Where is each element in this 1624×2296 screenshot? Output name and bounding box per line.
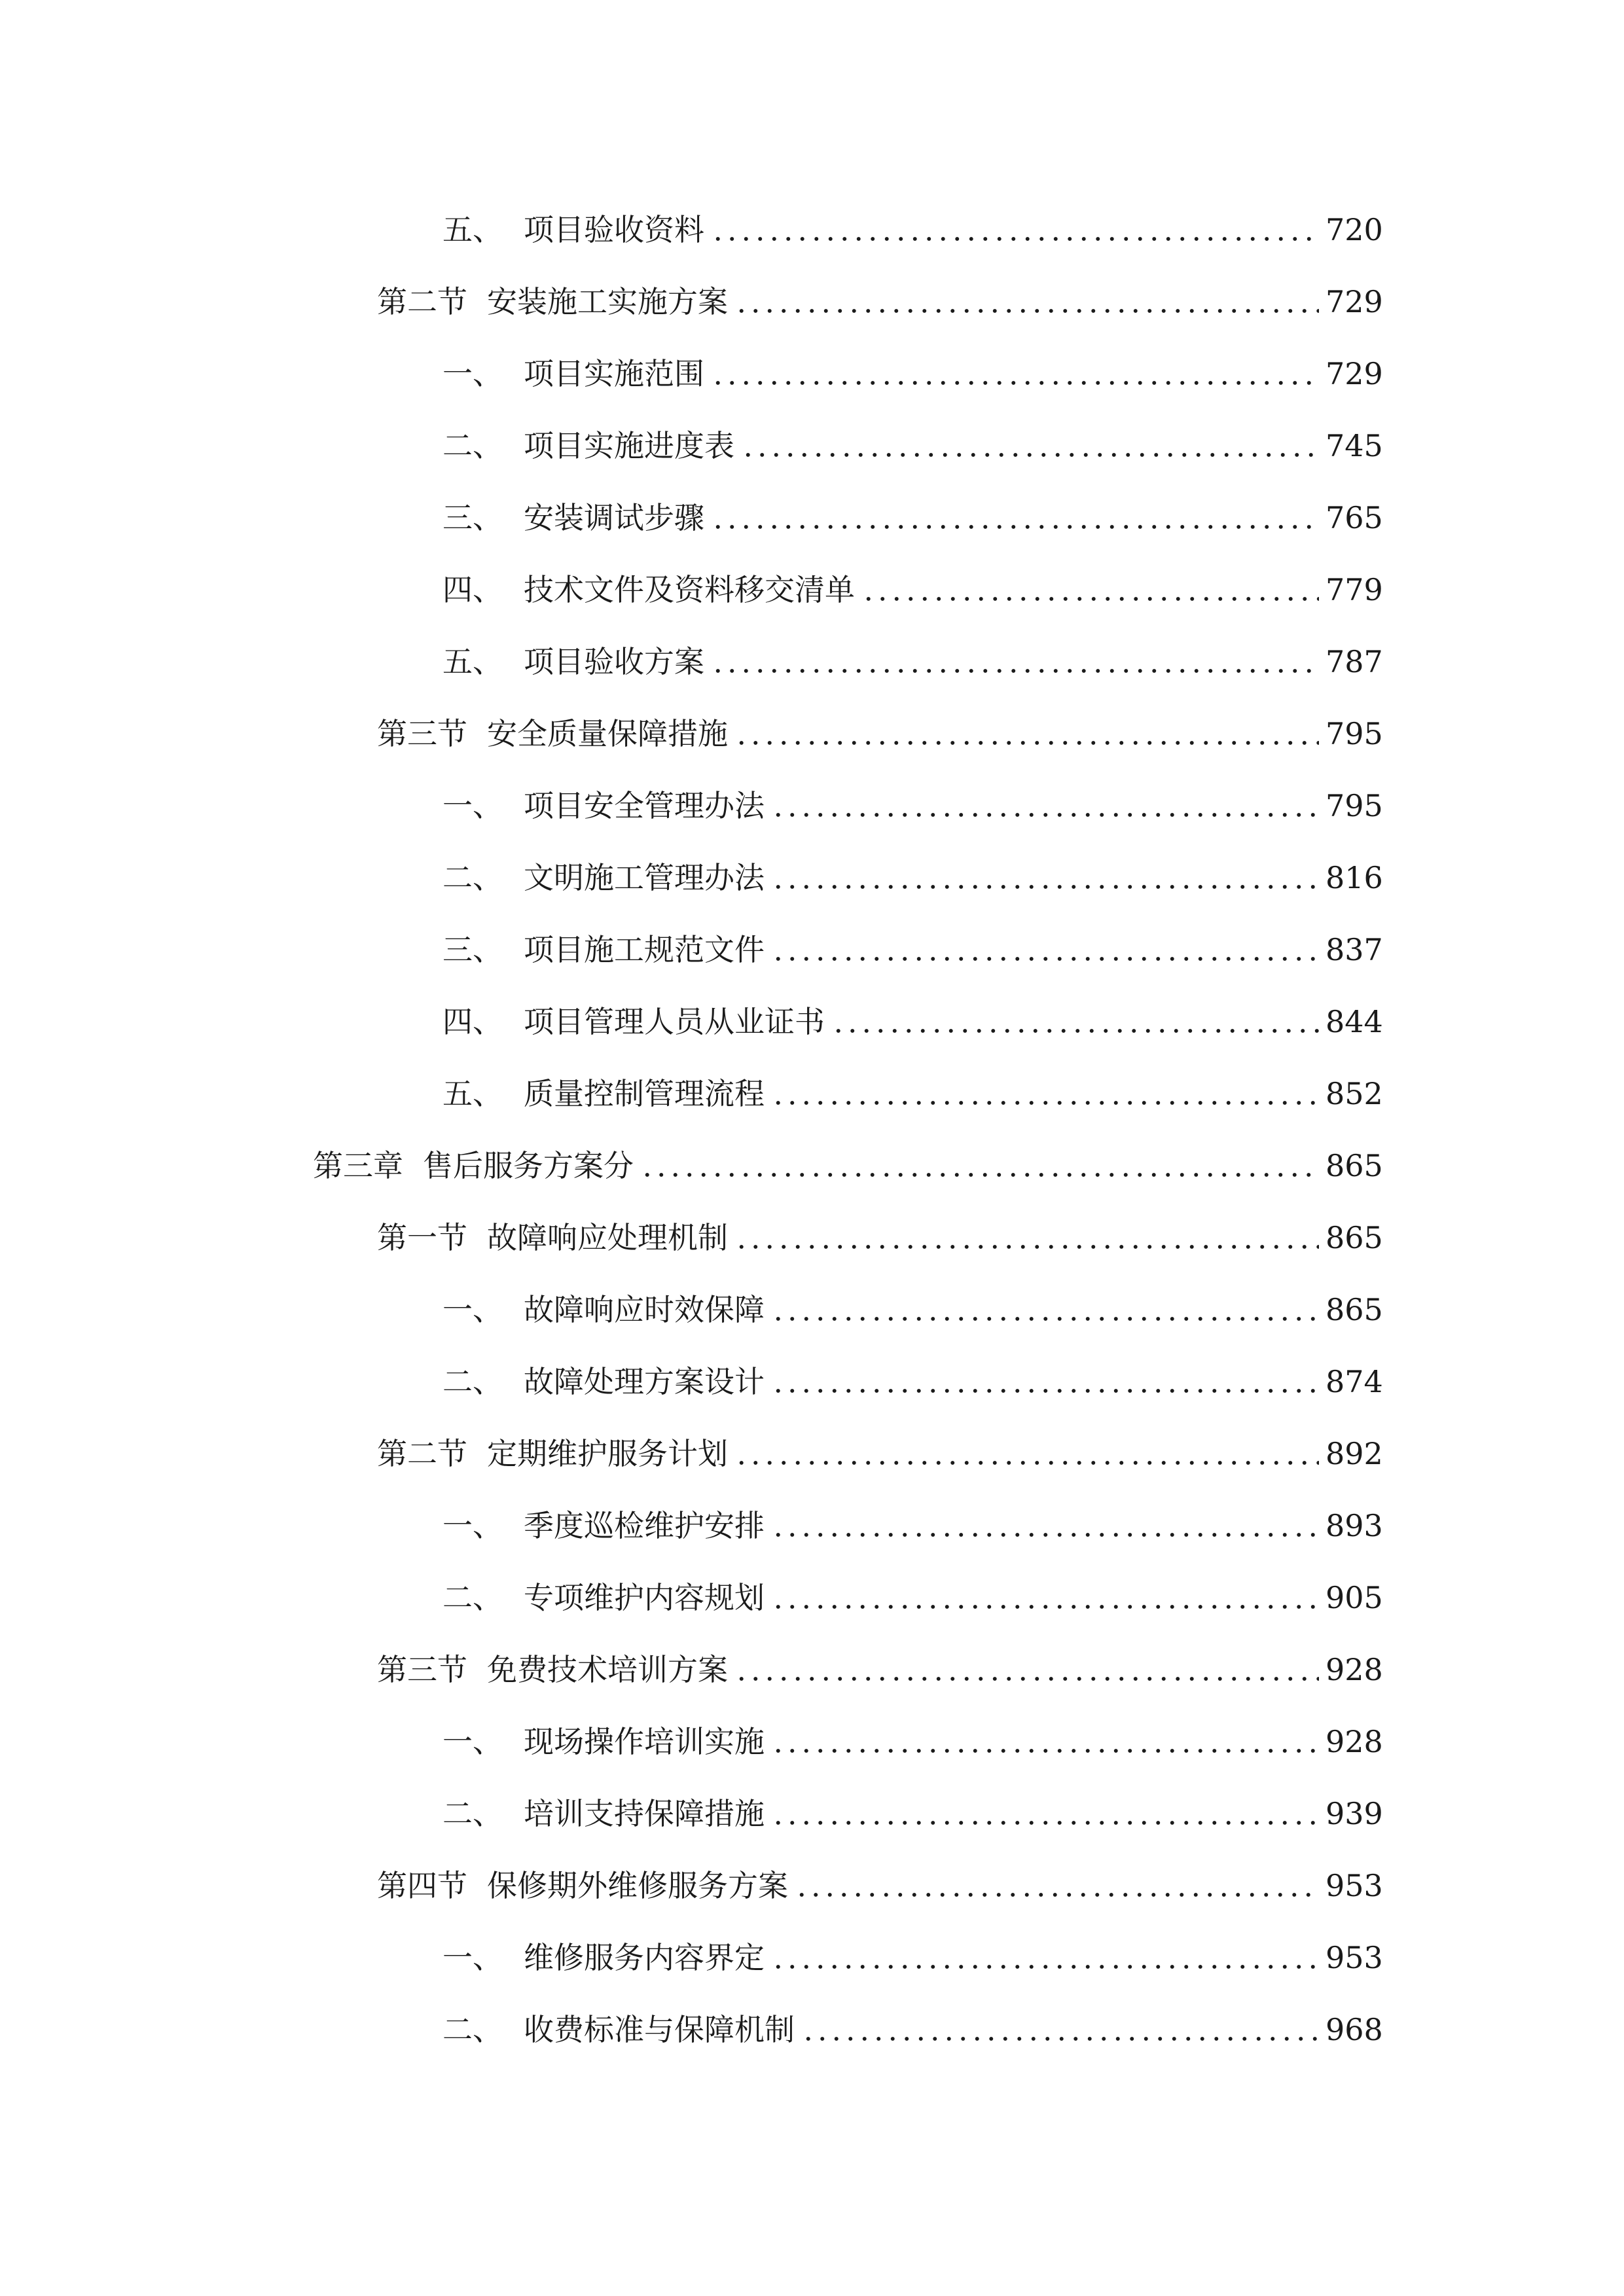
page-number: 874 <box>1326 1364 1383 1399</box>
page-number: 893 <box>1326 1508 1383 1543</box>
entry-number: 二、 <box>442 1580 503 1615</box>
dot-leader <box>831 1028 1319 1033</box>
toc-entry <box>313 1128 1383 1183</box>
dot-leader <box>771 1604 1319 1609</box>
page-number: 745 <box>1326 428 1383 463</box>
entry-title: 安装调试步骤 <box>524 500 704 535</box>
entry-title: 安全质量保障措施 <box>487 716 728 751</box>
toc-entry <box>377 1416 1383 1471</box>
page-number: 787 <box>1326 644 1383 679</box>
entry-title: 项目验收方案 <box>524 644 704 679</box>
toc-entry <box>442 840 1383 895</box>
page-number: 729 <box>1326 356 1383 391</box>
entry-number: 二、 <box>442 2012 503 2047</box>
page-number: 865 <box>1326 1220 1383 1255</box>
entry-number: 第三节 <box>377 716 467 751</box>
entry-number: 一、 <box>442 1724 503 1759</box>
page-number: 968 <box>1326 2012 1383 2047</box>
entry-title: 定期维护服务计划 <box>487 1436 728 1471</box>
entry-title: 项目实施范围 <box>524 356 704 391</box>
page-number: 720 <box>1326 212 1383 247</box>
dot-leader <box>741 452 1319 457</box>
entry-number: 五、 <box>442 212 503 247</box>
toc-entry <box>377 1632 1383 1687</box>
dot-leader <box>771 1316 1319 1321</box>
entry-title: 现场操作培训实施 <box>524 1724 765 1759</box>
toc-entry <box>442 1992 1383 2047</box>
dot-leader <box>771 1532 1319 1537</box>
toc-entry <box>377 696 1383 751</box>
entry-title: 售后服务方案分 <box>423 1148 634 1183</box>
entry-number: 二、 <box>442 1364 503 1399</box>
page-number: 795 <box>1326 716 1383 751</box>
entry-title: 项目安全管理办法 <box>524 788 765 823</box>
page-number: 837 <box>1326 932 1383 967</box>
entry-number: 一、 <box>442 788 503 823</box>
dot-leader <box>861 596 1319 601</box>
dot-leader <box>795 1892 1319 1897</box>
toc-entry <box>442 1488 1383 1543</box>
entry-number: 五、 <box>442 1076 503 1111</box>
entry-number: 五、 <box>442 644 503 679</box>
dot-leader <box>711 380 1319 386</box>
dot-leader <box>640 1172 1319 1177</box>
entry-number: 第三节 <box>377 1652 467 1687</box>
page-number: 852 <box>1326 1076 1383 1111</box>
entry-number: 一、 <box>442 1508 503 1543</box>
dot-leader <box>711 668 1319 673</box>
dot-leader <box>801 2036 1319 2041</box>
entry-title: 季度巡检维护安排 <box>524 1508 765 1543</box>
toc-entry <box>442 1056 1383 1111</box>
entry-title: 故障响应时效保障 <box>524 1292 765 1327</box>
page-number: 953 <box>1326 1940 1383 1975</box>
entry-number: 第二节 <box>377 284 467 319</box>
entry-title: 免费技术培训方案 <box>487 1652 728 1687</box>
toc-entry <box>442 1920 1383 1975</box>
toc-entry <box>442 912 1383 967</box>
dot-leader <box>771 1964 1319 1969</box>
entry-number: 第三章 <box>313 1148 403 1183</box>
toc-entry <box>442 624 1383 679</box>
entry-number: 二、 <box>442 860 503 895</box>
toc-entry <box>442 408 1383 463</box>
dot-leader <box>771 1100 1319 1105</box>
entry-number: 第四节 <box>377 1868 467 1903</box>
toc-entry <box>442 1776 1383 1831</box>
entry-title: 项目验收资料 <box>524 212 704 247</box>
entry-number: 四、 <box>442 1004 503 1039</box>
page-number: 928 <box>1326 1652 1383 1687</box>
entry-number: 一、 <box>442 1940 503 1975</box>
page-number: 765 <box>1326 500 1383 535</box>
toc-entry <box>442 336 1383 391</box>
page-number: 953 <box>1326 1868 1383 1903</box>
entry-number: 第二节 <box>377 1436 467 1471</box>
entry-title: 项目管理人员从业证书 <box>524 1004 825 1039</box>
toc-entry <box>442 1560 1383 1615</box>
page-number: 844 <box>1326 1004 1383 1039</box>
toc-entry <box>377 1200 1383 1255</box>
dot-leader <box>771 1820 1319 1825</box>
toc-entry <box>442 192 1383 247</box>
dot-leader <box>771 1388 1319 1393</box>
entry-title: 安装施工实施方案 <box>487 284 728 319</box>
toc-entry <box>442 1704 1383 1759</box>
dot-leader <box>771 956 1319 961</box>
toc-entry <box>377 264 1383 319</box>
entry-title: 项目实施进度表 <box>524 428 734 463</box>
entry-number: 三、 <box>442 932 503 967</box>
entry-title: 技术文件及资料移交清单 <box>524 572 855 607</box>
dot-leader <box>771 1748 1319 1753</box>
entry-title: 收费标准与保障机制 <box>524 2012 795 2047</box>
dot-leader <box>734 1676 1319 1681</box>
page-number: 939 <box>1326 1796 1383 1831</box>
entry-title: 专项维护内容规划 <box>524 1580 765 1615</box>
entry-number: 一、 <box>442 1292 503 1327</box>
dot-leader <box>771 812 1319 817</box>
toc-entry <box>442 480 1383 535</box>
dot-leader <box>734 740 1319 745</box>
entry-number: 二、 <box>442 1796 503 1831</box>
page-number: 865 <box>1326 1292 1383 1327</box>
page-number: 816 <box>1326 860 1383 895</box>
entry-title: 故障处理方案设计 <box>524 1364 765 1399</box>
page-number: 729 <box>1326 284 1383 319</box>
dot-leader <box>711 236 1319 242</box>
entry-title: 保修期外维修服务方案 <box>487 1868 788 1903</box>
dot-leader <box>734 1460 1319 1465</box>
entry-number: 三、 <box>442 500 503 535</box>
dot-leader <box>711 524 1319 529</box>
entry-title: 文明施工管理办法 <box>524 860 765 895</box>
page-number: 865 <box>1326 1148 1383 1183</box>
entry-title: 故障响应处理机制 <box>487 1220 728 1255</box>
toc-entry <box>442 1344 1383 1399</box>
toc-entry <box>442 768 1383 823</box>
dot-leader <box>734 1244 1319 1249</box>
page-number: 905 <box>1326 1580 1383 1615</box>
page-number: 795 <box>1326 788 1383 823</box>
entry-number: 第一节 <box>377 1220 467 1255</box>
page-number: 928 <box>1326 1724 1383 1759</box>
entry-number: 一、 <box>442 356 503 391</box>
entry-title: 培训支持保障措施 <box>524 1796 765 1831</box>
toc-entry <box>377 1848 1383 1903</box>
toc-entry <box>442 1272 1383 1327</box>
dot-leader <box>734 308 1319 314</box>
entry-number: 四、 <box>442 572 503 607</box>
entry-title: 质量控制管理流程 <box>524 1076 765 1111</box>
page-number: 892 <box>1326 1436 1383 1471</box>
entry-title: 项目施工规范文件 <box>524 932 765 967</box>
page-number: 779 <box>1326 572 1383 607</box>
toc-entry <box>442 984 1383 1039</box>
entry-title: 维修服务内容界定 <box>524 1940 765 1975</box>
entry-number: 二、 <box>442 428 503 463</box>
dot-leader <box>771 884 1319 889</box>
toc-entry <box>442 552 1383 607</box>
